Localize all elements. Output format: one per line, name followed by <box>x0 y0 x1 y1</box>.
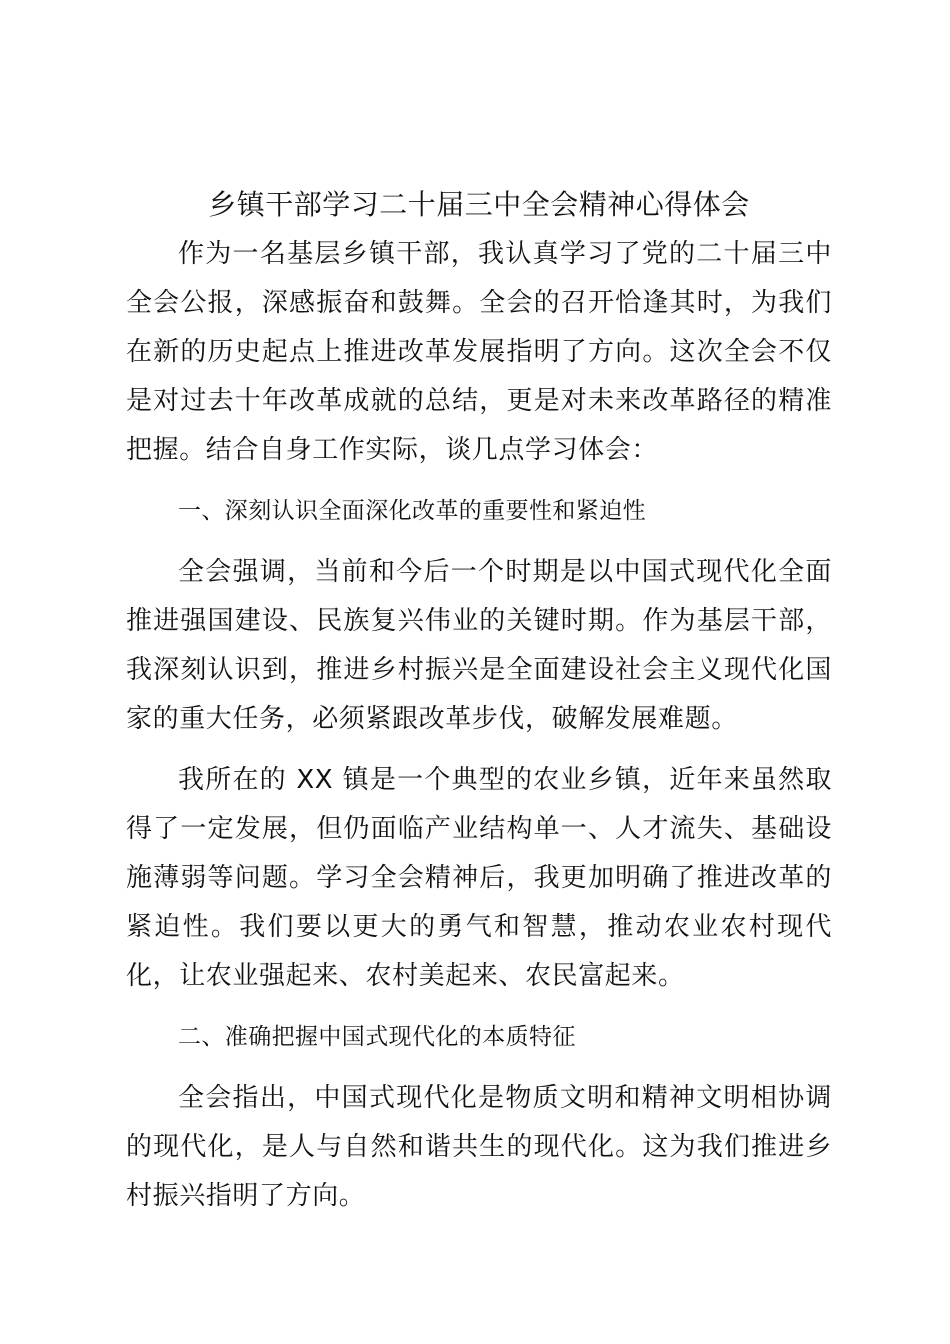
section-1-paragraph-2: 我所在的 XX 镇是一个典型的农业乡镇，近年来虽然取得了一定发展，但仍面临产业结构单一、人才流失、基础设施薄弱等问题。学习全会精神后，我更加明确了推进改革的紧迫性。我们要以更大的勇气和智慧，推动农业农村现代化，让农业强起来、农村美起来、农民富起来。 <box>126 765 832 991</box>
section-1-paragraph-1: 全会强调，当前和今后一个时期是以中国式现代化全面推进强国建设、民族复兴伟业的关键时期。作为基层干部，我深刻认识到，推进乡村振兴是全面建设社会主义现代化国家的重大任务，必须紧跟改革步伐，破解发展难题。 <box>126 557 832 734</box>
section-2-heading: 二、准确把握中国式现代化的本质特征 <box>178 1024 576 1050</box>
spacer <box>126 1062 832 1074</box>
document-title: 乡镇干部学习二十届三中全会精神心得体会 <box>208 188 750 221</box>
intro-paragraph: 作为一名基层乡镇干部，我认真学习了党的二十届三中全会公报，深感振奋和鼓舞。全会的召开恰逢其时，为我们在新的历史起点上推进改革发展指明了方向。这次全会不仅是对过去十年改革成就的总结，更是对未来改革路径的精准把握。结合自身工作实际，谈几点学习体会： <box>126 239 832 465</box>
spacer <box>126 536 832 548</box>
section-2-paragraph-1: 全会指出，中国式现代化是物质文明和精神文明相协调的现代化，是人与自然和谐共生的现代化。这为我们推进乡村振兴指明了方向。 <box>126 1083 832 1211</box>
spacer <box>126 475 832 487</box>
document-body <box>126 180 832 1221</box>
spacer <box>126 1001 832 1013</box>
spacer <box>126 744 832 756</box>
section-1-heading: 一、深刻认识全面深化改革的重要性和紧迫性 <box>178 498 646 524</box>
